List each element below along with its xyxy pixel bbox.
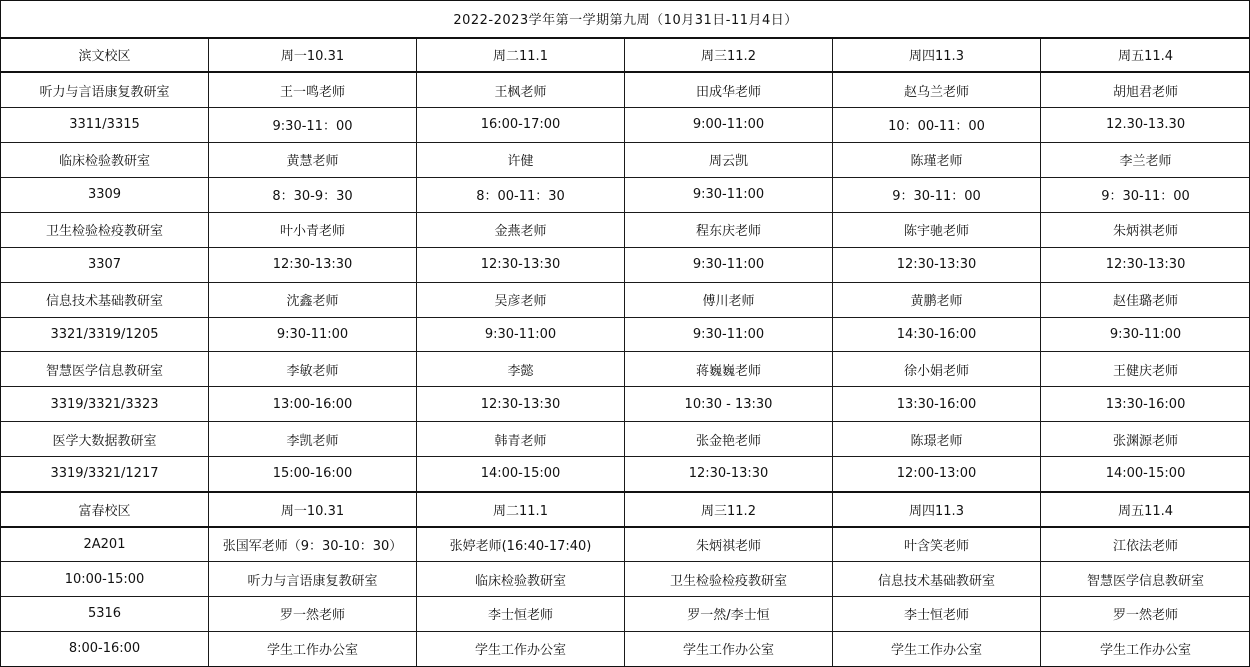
time-cell: 9:00-11:00 bbox=[625, 107, 833, 142]
time-cell: 9:30-11:00 bbox=[625, 317, 833, 352]
teacher-cell: 朱炳祺老师 bbox=[625, 527, 833, 562]
room-number: 3307 bbox=[1, 247, 209, 282]
teacher-cell: 陈瑾老师 bbox=[833, 142, 1041, 177]
day-header: 周一10.31 bbox=[209, 492, 417, 527]
schedule-row bbox=[1, 72, 1250, 107]
room-number: 3319/3321/3323 bbox=[1, 387, 209, 422]
time-cell: 14:00-15:00 bbox=[1041, 457, 1250, 492]
schedule-row bbox=[1, 352, 1250, 387]
teacher-cell: 张婷老师(16:40-17:40) bbox=[417, 527, 625, 562]
time-cell: 12:30-13:30 bbox=[1041, 247, 1250, 282]
time-cell: 12.30-13.30 bbox=[1041, 107, 1250, 142]
day-header: 周四11.3 bbox=[833, 492, 1041, 527]
department-cell: 学生工作办公室 bbox=[1041, 631, 1250, 666]
teacher-cell: 李懿 bbox=[417, 352, 625, 387]
department-name: 信息技术基础教研室 bbox=[1, 282, 209, 317]
teacher-cell: 江依法老师 bbox=[1041, 527, 1250, 562]
time-cell: 16:00-17:00 bbox=[417, 107, 625, 142]
department-cell: 卫生检验检疫教研室 bbox=[625, 562, 833, 597]
teacher-cell: 黄慧老师 bbox=[209, 142, 417, 177]
room-number: 3321/3319/1205 bbox=[1, 317, 209, 352]
teacher-cell: 沈鑫老师 bbox=[209, 282, 417, 317]
teacher-cell: 傅川老师 bbox=[625, 282, 833, 317]
day-header: 周一10.31 bbox=[209, 38, 417, 73]
teacher-cell: 李敏老师 bbox=[209, 352, 417, 387]
time-cell: 13:30-16:00 bbox=[1041, 387, 1250, 422]
schedule-row bbox=[1, 527, 1250, 562]
teacher-cell: 李兰老师 bbox=[1041, 142, 1250, 177]
room-number: 3319/3321/1217 bbox=[1, 457, 209, 492]
day-header: 周五11.4 bbox=[1041, 492, 1250, 527]
schedule-row bbox=[1, 422, 1250, 457]
time-cell: 10：00-11：00 bbox=[833, 107, 1041, 142]
time-cell: 8：30-9：30 bbox=[209, 177, 417, 212]
time-cell: 9:30-11:00 bbox=[417, 317, 625, 352]
department-cell: 学生工作办公室 bbox=[417, 631, 625, 666]
time-cell: 12:30-13:30 bbox=[209, 247, 417, 282]
title-row bbox=[1, 1, 1250, 38]
schedule-row bbox=[1, 177, 1250, 212]
teacher-cell: 李凯老师 bbox=[209, 422, 417, 457]
teacher-cell: 王一鸣老师 bbox=[209, 72, 417, 107]
time-cell: 12:30-13:30 bbox=[833, 247, 1041, 282]
department-name: 临床检验教研室 bbox=[1, 142, 209, 177]
time-cell: 9:30-11:00 bbox=[625, 177, 833, 212]
schedule-row bbox=[1, 562, 1250, 597]
teacher-cell: 张金艳老师 bbox=[625, 422, 833, 457]
schedule-row bbox=[1, 317, 1250, 352]
teacher-cell: 田成华老师 bbox=[625, 72, 833, 107]
teacher-cell: 吴彦老师 bbox=[417, 282, 625, 317]
campus-name: 滨文校区 bbox=[1, 38, 209, 73]
teacher-cell: 罗一然老师 bbox=[209, 597, 417, 632]
teacher-cell: 李士恒老师 bbox=[417, 597, 625, 632]
time-cell: 9:30-11:00 bbox=[625, 247, 833, 282]
time-cell: 9:30-11:00 bbox=[209, 317, 417, 352]
teacher-cell: 韩青老师 bbox=[417, 422, 625, 457]
time-cell: 8：00-11：30 bbox=[417, 177, 625, 212]
teacher-cell: 叶小青老师 bbox=[209, 212, 417, 247]
teacher-cell: 赵佳璐老师 bbox=[1041, 282, 1250, 317]
campus-header-row bbox=[1, 38, 1250, 73]
schedule-title: 2022-2023学年第一学期第九周（10月31日-11月4日） bbox=[1, 1, 1250, 38]
schedule-row bbox=[1, 597, 1250, 632]
time-cell: 9:30-11：00 bbox=[209, 107, 417, 142]
day-header: 周三11.2 bbox=[625, 492, 833, 527]
teacher-cell: 叶含笑老师 bbox=[833, 527, 1041, 562]
teacher-cell: 赵乌兰老师 bbox=[833, 72, 1041, 107]
department-name: 医学大数据教研室 bbox=[1, 422, 209, 457]
teacher-cell: 王枫老师 bbox=[417, 72, 625, 107]
time-cell: 12:00-13:00 bbox=[833, 457, 1041, 492]
teacher-cell: 程东庆老师 bbox=[625, 212, 833, 247]
open-hours: 8:00-16:00 bbox=[1, 631, 209, 666]
time-cell: 15:00-16:00 bbox=[209, 457, 417, 492]
open-hours: 10:00-15:00 bbox=[1, 562, 209, 597]
room-number: 2A201 bbox=[1, 527, 209, 562]
department-cell: 学生工作办公室 bbox=[209, 631, 417, 666]
time-cell: 9：30-11：00 bbox=[1041, 177, 1250, 212]
time-cell: 12:30-13:30 bbox=[625, 457, 833, 492]
time-cell: 14:00-15:00 bbox=[417, 457, 625, 492]
time-cell: 12:30-13:30 bbox=[417, 247, 625, 282]
teacher-cell: 罗一然/李士恒 bbox=[625, 597, 833, 632]
teacher-cell: 许健 bbox=[417, 142, 625, 177]
schedule-row bbox=[1, 631, 1250, 666]
schedule-row bbox=[1, 107, 1250, 142]
day-header: 周三11.2 bbox=[625, 38, 833, 73]
schedule-row bbox=[1, 212, 1250, 247]
teacher-cell: 陈宇驰老师 bbox=[833, 212, 1041, 247]
teacher-cell: 罗一然老师 bbox=[1041, 597, 1250, 632]
teacher-cell: 陈璟老师 bbox=[833, 422, 1041, 457]
department-name: 智慧医学信息教研室 bbox=[1, 352, 209, 387]
schedule-row bbox=[1, 247, 1250, 282]
department-cell: 学生工作办公室 bbox=[833, 631, 1041, 666]
teacher-cell: 胡旭君老师 bbox=[1041, 72, 1250, 107]
teacher-cell: 张国军老师（9：30-10：30） bbox=[209, 527, 417, 562]
teacher-cell: 李士恒老师 bbox=[833, 597, 1041, 632]
schedule-row bbox=[1, 387, 1250, 422]
teacher-cell: 张渊源老师 bbox=[1041, 422, 1250, 457]
department-cell: 听力与言语康复教研室 bbox=[209, 562, 417, 597]
schedule-row bbox=[1, 457, 1250, 492]
time-cell: 10:30 - 13:30 bbox=[625, 387, 833, 422]
day-header: 周四11.3 bbox=[833, 38, 1041, 73]
schedule-body bbox=[1, 1, 1250, 667]
teacher-cell: 蒋巍巍老师 bbox=[625, 352, 833, 387]
time-cell: 9：30-11：00 bbox=[833, 177, 1041, 212]
campus-header-row bbox=[1, 492, 1250, 527]
day-header: 周二11.1 bbox=[417, 38, 625, 73]
day-header: 周五11.4 bbox=[1041, 38, 1250, 73]
room-number: 3311/3315 bbox=[1, 107, 209, 142]
teacher-cell: 朱炳祺老师 bbox=[1041, 212, 1250, 247]
teacher-cell: 金燕老师 bbox=[417, 212, 625, 247]
teacher-cell: 王健庆老师 bbox=[1041, 352, 1250, 387]
day-header: 周二11.1 bbox=[417, 492, 625, 527]
campus-name: 富春校区 bbox=[1, 492, 209, 527]
time-cell: 13:00-16:00 bbox=[209, 387, 417, 422]
department-cell: 信息技术基础教研室 bbox=[833, 562, 1041, 597]
schedule-row bbox=[1, 282, 1250, 317]
time-cell: 9:30-11:00 bbox=[1041, 317, 1250, 352]
room-number: 5316 bbox=[1, 597, 209, 632]
time-cell: 12:30-13:30 bbox=[417, 387, 625, 422]
department-name: 听力与言语康复教研室 bbox=[1, 72, 209, 107]
time-cell: 14:30-16:00 bbox=[833, 317, 1041, 352]
schedule-row bbox=[1, 142, 1250, 177]
department-cell: 临床检验教研室 bbox=[417, 562, 625, 597]
department-name: 卫生检验检疫教研室 bbox=[1, 212, 209, 247]
department-cell: 智慧医学信息教研室 bbox=[1041, 562, 1250, 597]
teacher-cell: 黄鹏老师 bbox=[833, 282, 1041, 317]
teacher-cell: 徐小娟老师 bbox=[833, 352, 1041, 387]
time-cell: 13:30-16:00 bbox=[833, 387, 1041, 422]
teacher-cell: 周云凯 bbox=[625, 142, 833, 177]
department-cell: 学生工作办公室 bbox=[625, 631, 833, 666]
room-number: 3309 bbox=[1, 177, 209, 212]
